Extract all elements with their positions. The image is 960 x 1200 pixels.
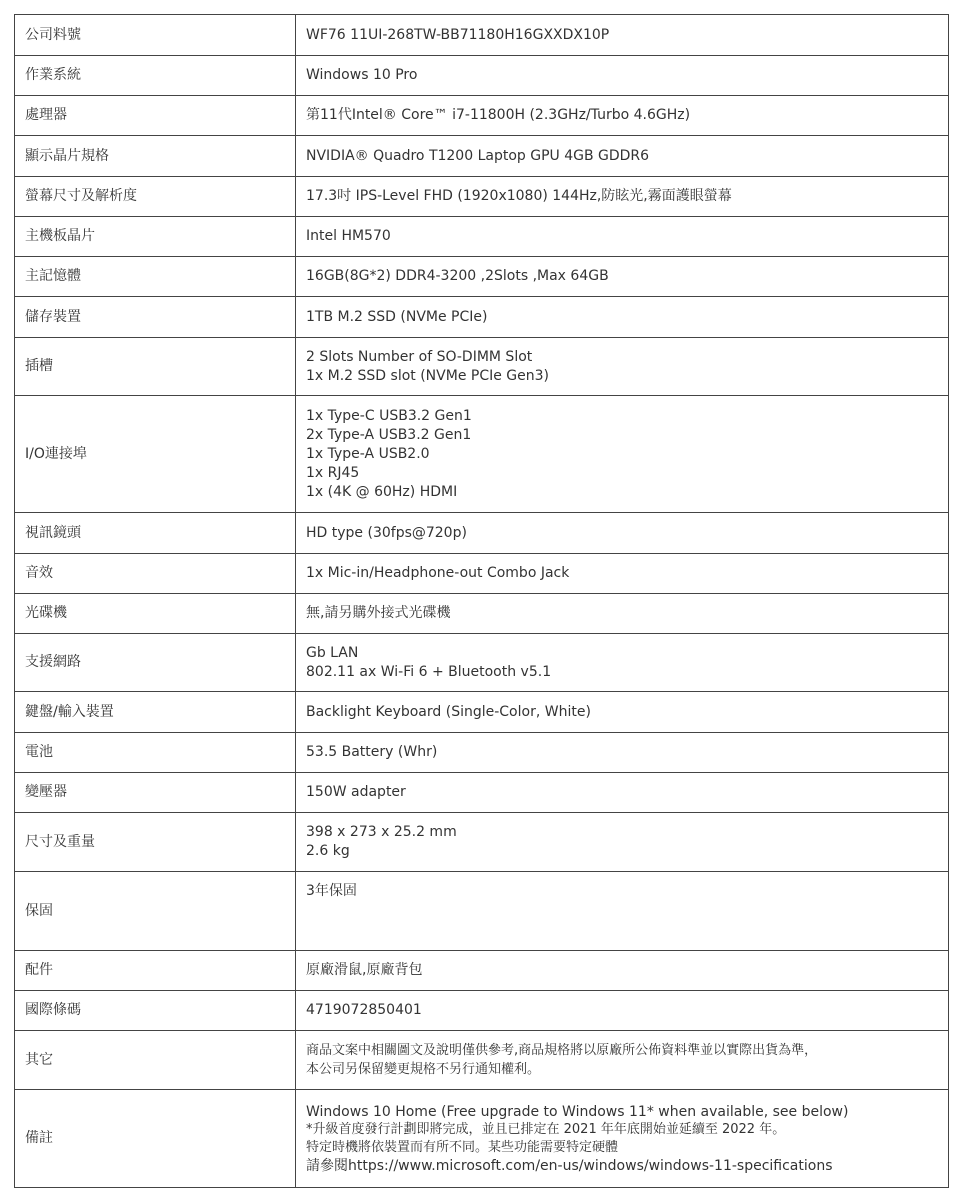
spec-value: [296, 773, 949, 813]
spec-label: 備註: [15, 1090, 296, 1188]
spec-row-io-ports: [15, 396, 949, 513]
spec-value-line: 1x Type-C USB3.2 Gen1: [306, 407, 472, 424]
spec-label: 鍵盤/輸入裝置: [15, 692, 296, 733]
spec-label: 處理器: [15, 96, 296, 136]
spec-value: [296, 1031, 949, 1090]
spec-row-slots: [15, 338, 949, 396]
spec-value: [296, 991, 949, 1031]
spec-value-line: Intel HM570: [306, 228, 391, 244]
spec-value-line: 2.6 kg: [306, 843, 350, 859]
spec-label: 電池: [15, 733, 296, 773]
spec-value: [296, 692, 949, 733]
spec-label: 視訊鏡頭: [15, 513, 296, 554]
spec-value-line: Backlight Keyboard (Single-Color, White): [306, 703, 591, 720]
spec-value: [296, 554, 949, 594]
spec-label: 國際條碼: [15, 991, 296, 1031]
spec-value-line: 1x Mic-in/Headphone-out Combo Jack: [306, 565, 570, 581]
spec-row-audio: [15, 554, 949, 594]
spec-label: 尺寸及重量: [15, 813, 296, 872]
spec-value-line: *升級首度發行計劃即將完成，並且已排定在 2021 年年底開始並延續至 2022 年。: [306, 1121, 786, 1137]
spec-value-line: 請參閱https://www.microsoft.com/en-us/windows/windows-11-specifications: [306, 1157, 833, 1174]
spec-value-line: 1x RJ45: [306, 464, 360, 481]
spec-row-barcode: [15, 991, 949, 1031]
spec-label: 光碟機: [15, 594, 296, 634]
spec-row-battery: [15, 733, 949, 773]
spec-value-line: 17.3吋 IPS-Level FHD (1920x1080) 144Hz,防眩光,霧面護眼螢幕: [306, 188, 732, 204]
spec-value-line: WF76 11UI-268TW-BB71180H16GXXDX10P: [306, 26, 610, 43]
spec-value: [296, 733, 949, 773]
spec-row-os: [15, 56, 949, 96]
spec-value-line: 150W adapter: [306, 784, 406, 800]
spec-label: 儲存裝置: [15, 297, 296, 338]
spec-value: [296, 594, 949, 634]
spec-row-other: [15, 1031, 949, 1090]
spec-row-dimensions: [15, 813, 949, 872]
spec-label: 配件: [15, 951, 296, 991]
spec-label: 插槽: [15, 338, 296, 396]
spec-value-line: Gb LAN: [306, 644, 359, 661]
spec-row-optical-drive: [15, 594, 949, 634]
spec-value-line: 2 Slots Number of SO-DIMM Slot: [306, 348, 533, 365]
spec-value-line: 802.11 ax Wi-Fi 6 + Bluetooth v5.1: [306, 663, 552, 680]
spec-value-line: 1x M.2 SSD slot (NVMe PCIe Gen3): [306, 367, 549, 384]
spec-label: 顯示晶片規格: [15, 136, 296, 177]
spec-value: [296, 297, 949, 338]
spec-value-line: 4719072850401: [306, 1002, 422, 1018]
spec-value: [296, 56, 949, 96]
spec-value-line: NVIDIA® Quadro T1200 Laptop GPU 4GB GDDR6: [306, 147, 650, 164]
spec-row-webcam: [15, 513, 949, 554]
spec-row-cpu: [15, 96, 949, 136]
spec-value-line: 商品文案中相關圖文及說明僅供參考,商品規格將以原廠所公佈資料準並以實際出貨為準，: [306, 1043, 818, 1058]
spec-label: 公司料號: [15, 15, 296, 56]
spec-value-line: 1x (4K @ 60Hz) HDMI: [306, 483, 458, 500]
spec-row-display: [15, 177, 949, 217]
spec-value: [296, 217, 949, 257]
spec-label: 支援網路: [15, 634, 296, 692]
spec-value: [296, 951, 949, 991]
spec-value: [296, 513, 949, 554]
spec-label: 變壓器: [15, 773, 296, 813]
spec-row-accessories: [15, 951, 949, 991]
spec-value-line: 1x Type-A USB2.0: [306, 445, 430, 462]
spec-value: [296, 634, 949, 692]
spec-row-chipset: [15, 217, 949, 257]
spec-row-gpu: [15, 136, 949, 177]
spec-value: [296, 396, 949, 513]
spec-label: I/O連接埠: [15, 396, 296, 513]
spec-value-line: 53.5 Battery (Whr): [306, 744, 438, 760]
spec-row-memory: [15, 257, 949, 297]
spec-row-network: [15, 634, 949, 692]
spec-value-line: 原廠滑鼠,原廠背包: [306, 962, 423, 978]
spec-row-storage: [15, 297, 949, 338]
spec-row-adapter: [15, 773, 949, 813]
spec-label: 螢幕尺寸及解析度: [15, 177, 296, 217]
spec-value-line: 第11代Intel® Core™ i7-11800H (2.3GHz/Turbo 4.6GHz): [306, 107, 691, 123]
spec-label: 作業系統: [15, 56, 296, 96]
spec-label: 主記憶體: [15, 257, 296, 297]
spec-label: 音效: [15, 554, 296, 594]
spec-table: [14, 14, 949, 1188]
spec-value-line: Windows 10 Home (Free upgrade to Windows 11* when available, see below): [306, 1103, 849, 1120]
spec-row-keyboard: [15, 692, 949, 733]
spec-label: 其它: [15, 1031, 296, 1090]
spec-value-line: HD type (30fps@720p): [306, 524, 467, 541]
spec-value-line: 2x Type-A USB3.2 Gen1: [306, 426, 472, 443]
spec-value: [296, 136, 949, 177]
spec-value-line: 無,請另購外接式光碟機: [306, 605, 451, 621]
spec-value: [296, 872, 949, 951]
spec-row-part-number: [15, 15, 949, 56]
spec-value: [296, 96, 949, 136]
spec-label: 保固: [15, 872, 296, 951]
spec-value: [296, 813, 949, 872]
spec-row-remarks: [15, 1090, 949, 1188]
spec-label: 主機板晶片: [15, 217, 296, 257]
spec-value-line: 3年保固: [306, 883, 357, 899]
spec-value-line: 1TB M.2 SSD (NVMe PCIe): [306, 308, 488, 325]
spec-value-line: 16GB(8G*2) DDR4-3200 ,2Slots ,Max 64GB: [306, 268, 609, 284]
spec-value: [296, 1090, 949, 1188]
spec-value-line: 398 x 273 x 25.2 mm: [306, 824, 457, 840]
spec-value: [296, 15, 949, 56]
spec-value-line: 特定時機將依裝置而有所不同。某些功能需要特定硬體: [306, 1139, 619, 1155]
spec-value: [296, 338, 949, 396]
spec-value-line: 本公司另保留變更規格不另行通知權利。: [306, 1062, 541, 1077]
spec-value: [296, 257, 949, 297]
spec-row-warranty: [15, 872, 949, 951]
spec-value: [296, 177, 949, 217]
spec-value-line: Windows 10 Pro: [306, 67, 418, 83]
